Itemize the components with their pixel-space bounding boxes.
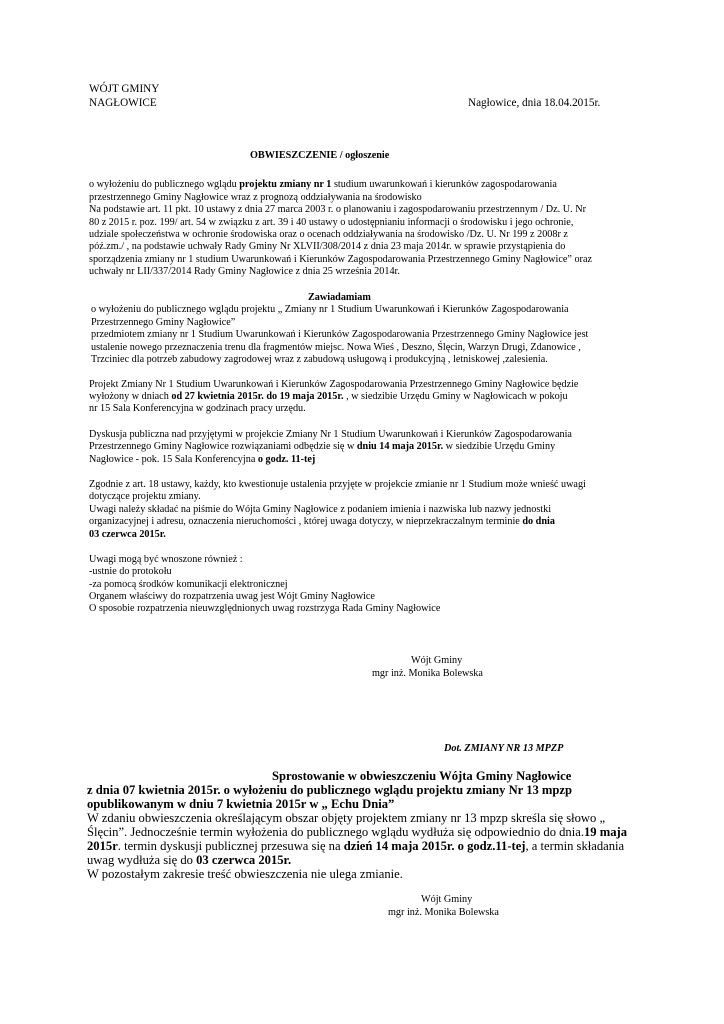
intro-line-8: uchwały nr LII/337/2014 Rady Gminy Nagłowice z dnia 25 września 2014r. — [89, 266, 400, 277]
forms-line-4: Organem właściwy do rozpatrzenia uwag jest Wójt Gminy Nagłowice — [89, 591, 375, 602]
display-line-1: Projekt Zmiany Nr 1 Studium Uwarunkowań i Kierunków Zagospodarowania Przestrzennego Gminy Nagłowice będzie — [89, 379, 579, 390]
discussion-line-2: Przestrzennego Gminy Nagłowice rozwiązaniami odbędzie się w dniu 14 maja 2015r. w siedzibie Urzędu Gminy — [89, 441, 556, 452]
remarks-line-4: organizacyjnej i adresu, oznaczenia nieruchomości , której uwaga dotyczy, w nieprzekraczalnym terminie do dnia — [89, 516, 555, 527]
intro-line-3: Na podstawie art. 11 pkt. 10 ustawy z dnia 27 marca 2003 r. o planowaniu i zagospodarowaniu przestrzennym / Dz. U. Nr — [89, 204, 586, 215]
announce-line-5: Trzciniec dla potrzeb zabudowy zagrodowej wraz z zabudową usługową i produkcyjną , letniskowej ,zalesienia. — [91, 354, 548, 365]
place-date: Nagłowice, dnia 18.04.2015r. — [468, 97, 601, 109]
correction-body-5: W pozostałym zakresie treść obwieszczenia nie ulega zmianie. — [87, 867, 403, 881]
intro-line-4: 80 z 2015 r. poz. 199/ art. 54 w związku z art. 39 i 40 ustawy o udostępnianiu informacji o środowisku i jego ochronie, — [89, 217, 574, 228]
remarks-line-1: Zgodnie z art. 18 ustawy, każdy, kto kwestionuje ustalenia przyjęte w projekcie zmianie nr 1 Studium może wnieść uwagi — [89, 479, 586, 490]
forms-line-3: -za pomocą środków komunikacji elektronicznej — [89, 579, 288, 590]
announce-line-2: Przestrzennego Gminy Nagłowice” — [91, 317, 236, 328]
office-name-line2: NAGŁOWICE — [89, 97, 157, 109]
remarks-deadline: 03 czerwca 2015r. — [89, 529, 166, 540]
correction-body-1: W zdaniu obwieszczenia określającym obszar objęty projektem zmiany nr 13 mpzp skreśla się słowo „ — [87, 811, 606, 825]
intro-line-6: póź.zm./ , na podstawie uchwały Rady Gminy Nr XLVII/308/2014 z dnia 23 maja 2014r. w sprawie przystąpienia do — [89, 241, 566, 252]
correction-signature-name: mgr inż. Monika Bolewska — [388, 907, 499, 918]
intro-line-5: udziale społeczeństwa w ochronie środowiska oraz o ocenach oddziaływania na środowisko /Dz. U. Nr 199 z 2008r z — [89, 229, 568, 240]
forms-line-2: -ustnie do protokołu — [89, 566, 172, 577]
intro-line-7: sporządzenia zmiany nr 1 studium Uwarunkowań i Kierunków Zagospodarowania Przestrzennego Gminy Nagłowice” oraz — [89, 254, 592, 265]
correction-subheading-2: opublikowanym w dniu 7 kwietnia 2015r w „ Echu Dnia” — [87, 797, 395, 811]
signature-title: Wójt Gminy — [411, 655, 463, 666]
correction-subheading-1: z dnia 07 kwietnia 2015r. o wyłożeniu do publicznego wglądu projektu zmiany Nr 13 mpzp — [87, 783, 573, 797]
discussion-line-1: Dyskusja publiczna nad przyjętymi w projekcie Zmiany Nr 1 Studium Uwarunkowań i Kierunków Zagospodarowania — [89, 429, 572, 440]
display-line-3: nr 15 Sala Konferencyjna w godzinach pracy urzędu. — [89, 403, 306, 414]
intro-line-1: o wyłożeniu do publicznego wglądu projektu zmiany nr 1 studium uwarunkowań i kierunków zagospodarowania — [89, 179, 557, 190]
announce-line-1: o wyłożeniu do publicznego wglądu projektu „ Zmiany nr 1 Studium Uwarunkowań i Kierunków Zagospodarowania — [91, 304, 569, 315]
correction-heading: Sprostowanie w obwieszczeniu Wójta Gminy Nagłowice — [272, 769, 572, 783]
announce-line-3: przedmiotem zmiany nr 1 Studium Uwarunkowań i Kierunków Zagospodarowania Przestrzennego Gminy Nagłowice jest — [91, 329, 589, 340]
correction-body-4: uwag wydłuża się do 03 czerwca 2015r. — [87, 853, 292, 867]
signature-name: mgr inż. Monika Bolewska — [372, 668, 483, 679]
announce-line-4: ustalenie nowego przeznaczenia trenu dla fragmentów miejsc. Nowa Wieś , Deszno, Ślęcin, Warzyn Drugi, Zdanowice , — [91, 342, 581, 353]
office-name-line1: WÓJT GMINY — [89, 83, 160, 95]
correction-reference: Dot. ZMIANY NR 13 MPZP — [444, 743, 564, 754]
correction-signature-title: Wójt Gminy — [421, 894, 473, 905]
remarks-line-3: Uwagi należy składać na piśmie do Wójta Gminy Nagłowice z podaniem imienia i nazwiska lub nazwy jednostki — [89, 504, 552, 515]
display-line-2: wyłożony w dniach od 27 kwietnia 2015r. do 19 maja 2015r. , w siedzibie Urzędu Gminy w Nagłowicach w pokoju — [89, 391, 568, 402]
remarks-line-2: dotyczące projektu zmiany. — [89, 491, 201, 502]
correction-body-3: 2015r. termin dyskusji publicznej przesuwa się na dzień 14 maja 2015r. o godz.11-tej, a termin składania — [87, 839, 625, 853]
correction-body-2: Ślęcin”. Jednocześnie termin wyłożenia do publicznego wglądu wydłuża się odpowiednio do dnia.19 maja — [87, 825, 627, 839]
forms-line-1: Uwagi mogą być wnoszone również : — [89, 554, 243, 565]
announce-heading: Zawiadamiam — [308, 292, 371, 303]
notice-title: OBWIESZCZENIE / ogłoszenie — [250, 150, 390, 161]
intro-line-2: przestrzennego Gminy Nagłowice wraz z prognozą oddziaływania na środowisko — [89, 192, 422, 203]
discussion-line-3: Nagłowice - pok. 15 Sala Konferencyjna o godz. 11-tej — [89, 454, 316, 465]
forms-line-5: O sposobie rozpatrzenia nieuwzględnionych uwag rozstrzyga Rada Gminy Nagłowice — [89, 603, 441, 614]
